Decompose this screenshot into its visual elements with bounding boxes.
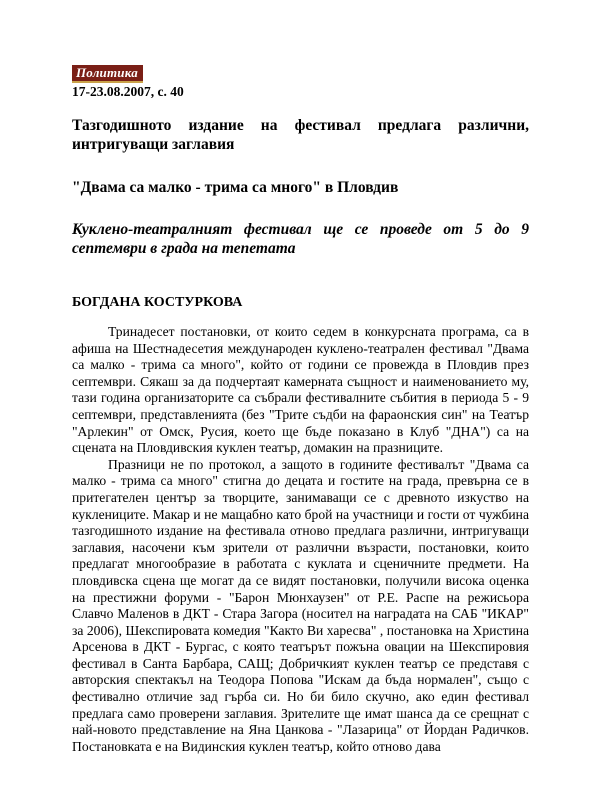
body-paragraph-1: Тринадесет постановки, от които седем в конкурсната програма, са в афиша на Шестнадесетия международен куклено-театрален фестивал "Двама са малко - трима са много", който от години се провежда в Пловдив през септември. Сякаш за да подчертаят камерната същност и наименованието му, тази година организаторите са събрали фестивалните събития в периода 5 - 9 септември, представленията (без "Трите съдби на фараонския син" на Театър "Арлекин" от Омск, Русия, което ще бъде показано в Клуб "ДНА") са на сцената на Пловдивския куклен театър, домакин на празниците.: [72, 324, 529, 456]
article-body: [72, 324, 529, 755]
article-page: [72, 64, 529, 755]
newspaper-logo: Политика: [72, 65, 143, 83]
issue-date: 17-23.08.2007, с. 40: [72, 84, 184, 99]
article-title: "Двама са малко - трима са много" в Пловдив: [72, 179, 399, 196]
article-headline: Тазгодишното издание на фестивал предлага различни, интригуващи заглавия: [72, 117, 529, 153]
body-paragraph-2: Празници не по протокол, а защото в годините фестивалът "Двама са малко - трима са много" стигна до децата и гостите на града, превърна се в притегателен център за творците, занимаващи се с древното изкуство на кукленицитe. Макар и не мащабно като брой на участници и гости от чужбина тазгодишното издание на фестивала отново предлага различни, интригуващи заглавия, насочени към зрители от различни възрасти, постановки, които предлагат многообразие в работата с куклата и сценичните предмети. На пловдивска сцена ще могат да се видят постановки, получили висока оценка на престижни форуми - "Барон Мюнхаузен" от Р.Е. Распе на режисьора Славчо Маленов в ДКТ - Стара Загора (носител на наградата на САБ "ИКАР" за 2006), Шекспировата комедия "Както Ви харесва" , постановка на Христина Арсенова в ДКТ - Бургас, с която театърът пожъна овации на Шекспировия фестивал в Санта Барбара, САЩ; Добричкият куклен театър се представя с авторския спектакъл на Теодора Попова "Искам да бъда нормален", също с фестивално отличие зад гърба си. Но би било скучно, ако един фестивал предлага само проверени заглавия. Зрителите ще имат шанса да се срещнат с най-новото представление на Яна Цанкова - "Лазарица" от Йордан Радичков. Постановката е на Видинския куклен театър, който отново дава: [72, 456, 529, 754]
article-author: БОГДАНА КОСТУРКОВА: [72, 295, 243, 310]
article-subtitle: Куклено-театралният фестивал ще се проведе от 5 до 9 септември в града на тепетата: [72, 221, 529, 257]
